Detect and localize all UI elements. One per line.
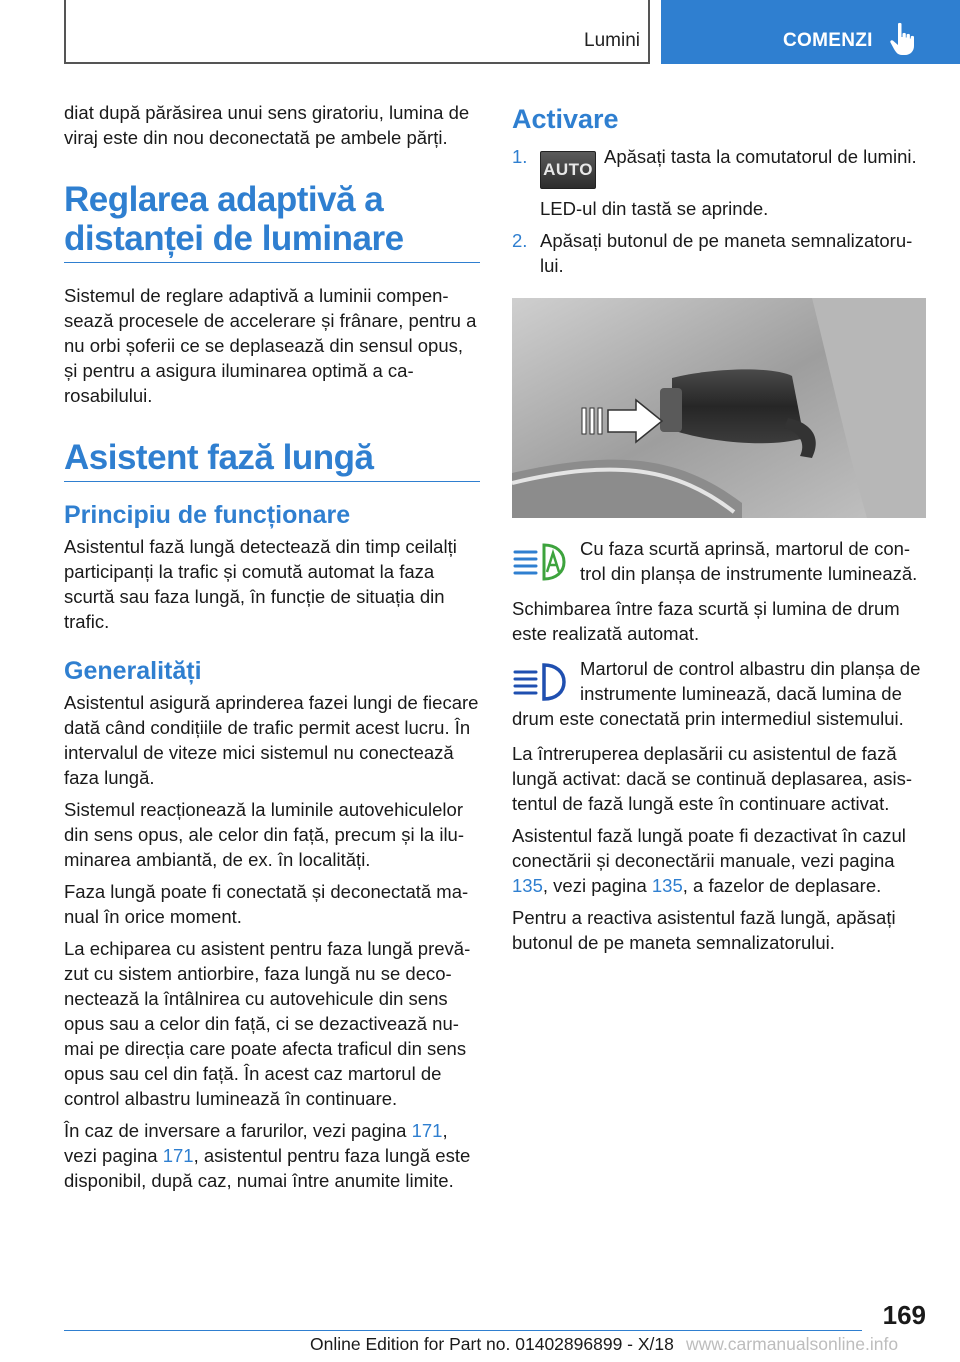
- page-link-135[interactable]: 135: [512, 875, 543, 896]
- page-link-171[interactable]: 171: [411, 1120, 443, 1141]
- interruption-text: La întreruperea deplasării cu asistentul de fază lungă activat: dacă se continuă deplasarea, asistentul de fază lungă este în continuare activat.: [512, 743, 913, 814]
- turn-signal-stalk-photo: [512, 298, 926, 518]
- footer-rule: [64, 1330, 862, 1331]
- right-column: [512, 100, 926, 962]
- section-title: Lumini: [584, 30, 640, 51]
- step-2: [512, 228, 926, 278]
- page-link-135-second[interactable]: 135: [651, 875, 683, 896]
- general-paragraph-1: Asistentul asigură aprinderea fazei lungi de fiecare dată când condițiile de trafic permit acest lucru. În intervalul de viteze mici sistemul nu conectează faza lungă.: [64, 692, 479, 788]
- page-number: 169: [882, 1300, 926, 1330]
- reactivation-text: Pentru a reactiva asistentul fază lungă, apăsați butonul de pe maneta semnalizatorului.: [512, 907, 896, 953]
- step-2-text: Apăsați butonul de pe maneta semnalizatorului.: [540, 230, 913, 276]
- principle-paragraph: Asistentul fază lungă detectează din timp ceilalți participanți la trafic și comută automat la faza scurtă sau faza lungă, în funcție de situația din trafic.: [64, 536, 457, 632]
- inversion-text-c: , asistentul pentru faza lungă este disponibil, după caz, numai între anumite limite.: [64, 1145, 471, 1191]
- tab-comenzi-label: COMENZI: [783, 30, 873, 51]
- inversion-paragraph: [64, 1118, 480, 1193]
- footer-watermark: www.carmanualsonline.info: [686, 1334, 899, 1354]
- footer-edition: Online Edition for Part no. 01402896899 - X/18: [310, 1334, 674, 1354]
- automatic-switching-text: Schimbarea între faza scurtă și lumina de drum este realizată automat.: [512, 598, 900, 644]
- deactivation-paragraph: [512, 823, 926, 898]
- inversion-text-a: În caz de inversare a farurilor, vezi pagina: [64, 1120, 412, 1141]
- left-column: [64, 100, 480, 1200]
- header-frame: [64, 0, 650, 64]
- step-2-number: 2.: [512, 230, 528, 251]
- indicator-2-text: Martorul de control albastru din planșa de instrumente luminează, dacă lumina de drum este conectată prin intermediul sistemului.: [512, 658, 921, 729]
- tab-comenzi[interactable]: [661, 0, 960, 64]
- indicator-block-high-beam: [512, 656, 926, 731]
- heading-principle: Principiu de funcționare: [64, 501, 351, 529]
- auto-button-icon: AUTO: [540, 151, 596, 189]
- hand-pointer-icon: [889, 22, 919, 56]
- inversion-text-b: , vezi pagina: [64, 1120, 448, 1166]
- general-paragraph-4: La echiparea cu asistent pentru faza lungă prevăzut cu sistem antiorbire, faza lungă nu se deconectează la întâlnirea cu autovehicule din sens opus sau a celor din față, ci se dezactivează numai pe direcția care poate afecta traficul din sens opus sau cel din față. În acest caz martorul de control albastru luminează în continuare.: [64, 938, 471, 1109]
- heading-high-beam-assistant: Asistent fază lungă: [64, 438, 480, 482]
- indicator-block-auto-high-beam: [512, 536, 926, 586]
- high-beam-indicator-icon: [512, 656, 570, 706]
- auto-high-beam-indicator-icon: [512, 536, 570, 586]
- step-1: [512, 144, 926, 189]
- stalk-photo: [512, 298, 926, 518]
- page-link-171-second[interactable]: 171: [162, 1145, 194, 1166]
- indicator-1-text: Cu faza scurtă aprinsă, martorul de control din planșa de instrumente luminează.: [580, 538, 918, 584]
- deactivation-text-b: , vezi pagina: [542, 875, 652, 896]
- adaptive-paragraph: Sistemul de reglare adaptivă a luminii compensează procesele de accelerare și frânare, pentru a nu orbi șoferii ce se deplasează din sensul opus, și pentru a asigura iluminarea optimă a carosabilului.: [64, 285, 477, 406]
- heading-activation: Activare: [512, 104, 619, 134]
- heading-adaptive-range: Reglarea adaptivă a distanței de luminare: [64, 180, 480, 263]
- general-paragraph-3: Faza lungă poate fi conectată și deconectată manual în orice moment.: [64, 881, 469, 927]
- heading-general: Generalități: [64, 657, 202, 685]
- step-1-text: Apăsați tasta la comutatorul de lumini.: [604, 146, 917, 167]
- step-1-result-text: LED-ul din tastă se aprinde.: [540, 198, 769, 219]
- general-paragraph-2: Sistemul reacționează la luminile autovehiculelor din sens opus, ale celor din față, precum și la iluminarea ambiantă, de ex. în localități.: [64, 799, 465, 870]
- deactivation-text-c: , a fazelor de deplasare.: [682, 875, 882, 896]
- step-1-result: [512, 196, 926, 221]
- step-1-number: 1.: [512, 146, 528, 167]
- deactivation-text-a: Asistentul fază lungă poate fi dezactivat în cazul conectării și deconectării manuale, vezi pagina: [512, 825, 906, 871]
- intro-paragraph: diat după părăsirea unui sens giratoriu, lumina de viraj este din nou deconectată pe ambele părți.: [64, 102, 470, 148]
